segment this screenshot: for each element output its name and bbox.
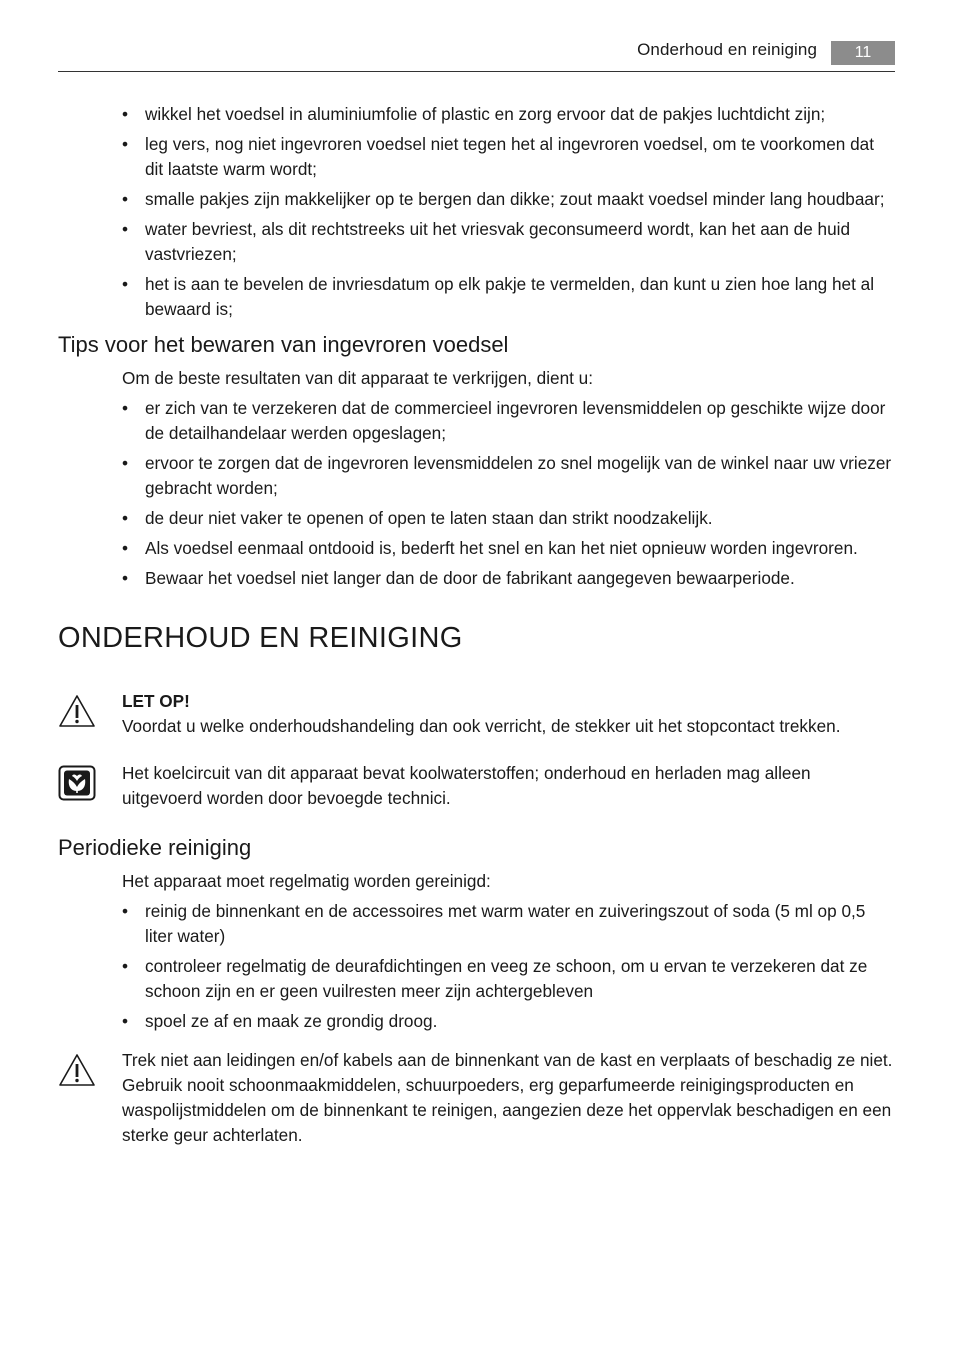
warning-triangle-icon bbox=[58, 693, 96, 729]
freezing-tips-list bbox=[58, 102, 895, 322]
list-item: • er zich van te verzekeren dat de commercieel ingevroren levensmiddelen op geschikte wijze door de detailhandelaar werden opgeslagen; bbox=[122, 396, 895, 446]
periodic-heading: Periodieke reiniging bbox=[58, 835, 252, 860]
list-item: • smalle pakjes zijn makkelijker op te bergen dan dikke; zout maakt voedsel minder lang houdbaar; bbox=[122, 187, 895, 212]
list-item: • controleer regelmatig de deurafdichtingen en veeg ze schoon, om u ervan te verzekeren dat ze schoon zijn en er geen vuilresten meer zijn achtergebleven bbox=[122, 954, 895, 1004]
caution-note bbox=[58, 1048, 895, 1148]
environment-icon bbox=[58, 765, 96, 801]
list-item: • leg vers, nog niet ingevroren voedsel niet tegen het al ingevroren voedsel, om te voorkomen dat dit laatste warm wordt; bbox=[122, 132, 895, 182]
tips-intro: Om de beste resultaten van dit apparaat te verkrijgen, dient u: bbox=[122, 368, 594, 388]
list-item: • wikkel het voedsel in aluminiumfolie of plastic en zorg ervoor dat de pakjes luchtdicht zijn; bbox=[122, 102, 895, 127]
list-item: • Bewaar het voedsel niet langer dan de door de fabrikant aangegeven bewaarperiode. bbox=[122, 566, 895, 591]
tips-heading: Tips voor het bewaren van ingevroren voedsel bbox=[58, 332, 509, 357]
caution-text-2: Gebruik nooit schoonmaakmiddelen, schuurpoeders, erg geparfumeerde reinigingsproducten en waspolijstmiddelen om de binnenkant te reinigen, aangezien deze het oppervlak beschadigen en een sterke geur achterlaten. bbox=[122, 1075, 892, 1145]
periodic-list bbox=[58, 899, 895, 1034]
tips-list bbox=[58, 396, 895, 591]
page-content bbox=[58, 102, 895, 1170]
periodic-intro: Het apparaat moet regelmatig worden gereinigd: bbox=[122, 871, 491, 891]
environment-text: Het koelcircuit van dit apparaat bevat koolwaterstoffen; onderhoud en herladen mag alleen uitgevoerd worden door bevoegde technici. bbox=[122, 763, 811, 808]
list-item: • de deur niet vaker te openen of open te laten staan dan strikt noodzakelijk. bbox=[122, 506, 895, 531]
warning-triangle-icon bbox=[58, 1052, 96, 1088]
header-title: Onderhoud en reiniging bbox=[637, 40, 817, 59]
list-item: • Als voedsel eenmaal ontdooid is, bederft het snel en kan het niet opnieuw worden ingevroren. bbox=[122, 536, 895, 561]
warning-text: Voordat u welke onderhoudshandeling dan ook verricht, de stekker uit het stopcontact trekken. bbox=[122, 716, 841, 736]
page-header bbox=[58, 38, 895, 72]
list-item: • water bevriest, als dit rechtstreeks uit het vriesvak geconsumeerd wordt, kan het aan de huid vastvriezen; bbox=[122, 217, 895, 267]
section-title: ONDERHOUD EN REINIGING bbox=[58, 622, 463, 654]
caution-text-1: Trek niet aan leidingen en/of kabels aan de binnenkant van de kast en verplaats of beschadig ze niet. bbox=[122, 1050, 893, 1070]
warning-title: LET OP! bbox=[122, 691, 190, 711]
list-item: • het is aan te bevelen de invriesdatum op elk pakje te vermelden, dan kunt u zien hoe lang het al bewaard is; bbox=[122, 272, 895, 322]
list-item: • spoel ze af en maak ze grondig droog. bbox=[122, 1009, 895, 1034]
environment-note bbox=[58, 761, 895, 811]
page-number: 11 bbox=[831, 41, 895, 65]
warning-note bbox=[58, 689, 895, 739]
list-item: • ervoor te zorgen dat de ingevroren levensmiddelen zo snel mogelijk van de winkel naar uw vriezer gebracht worden; bbox=[122, 451, 895, 501]
list-item: • reinig de binnenkant en de accessoires met warm water en zuiveringszout of soda (5 ml op 0,5 liter water) bbox=[122, 899, 895, 949]
